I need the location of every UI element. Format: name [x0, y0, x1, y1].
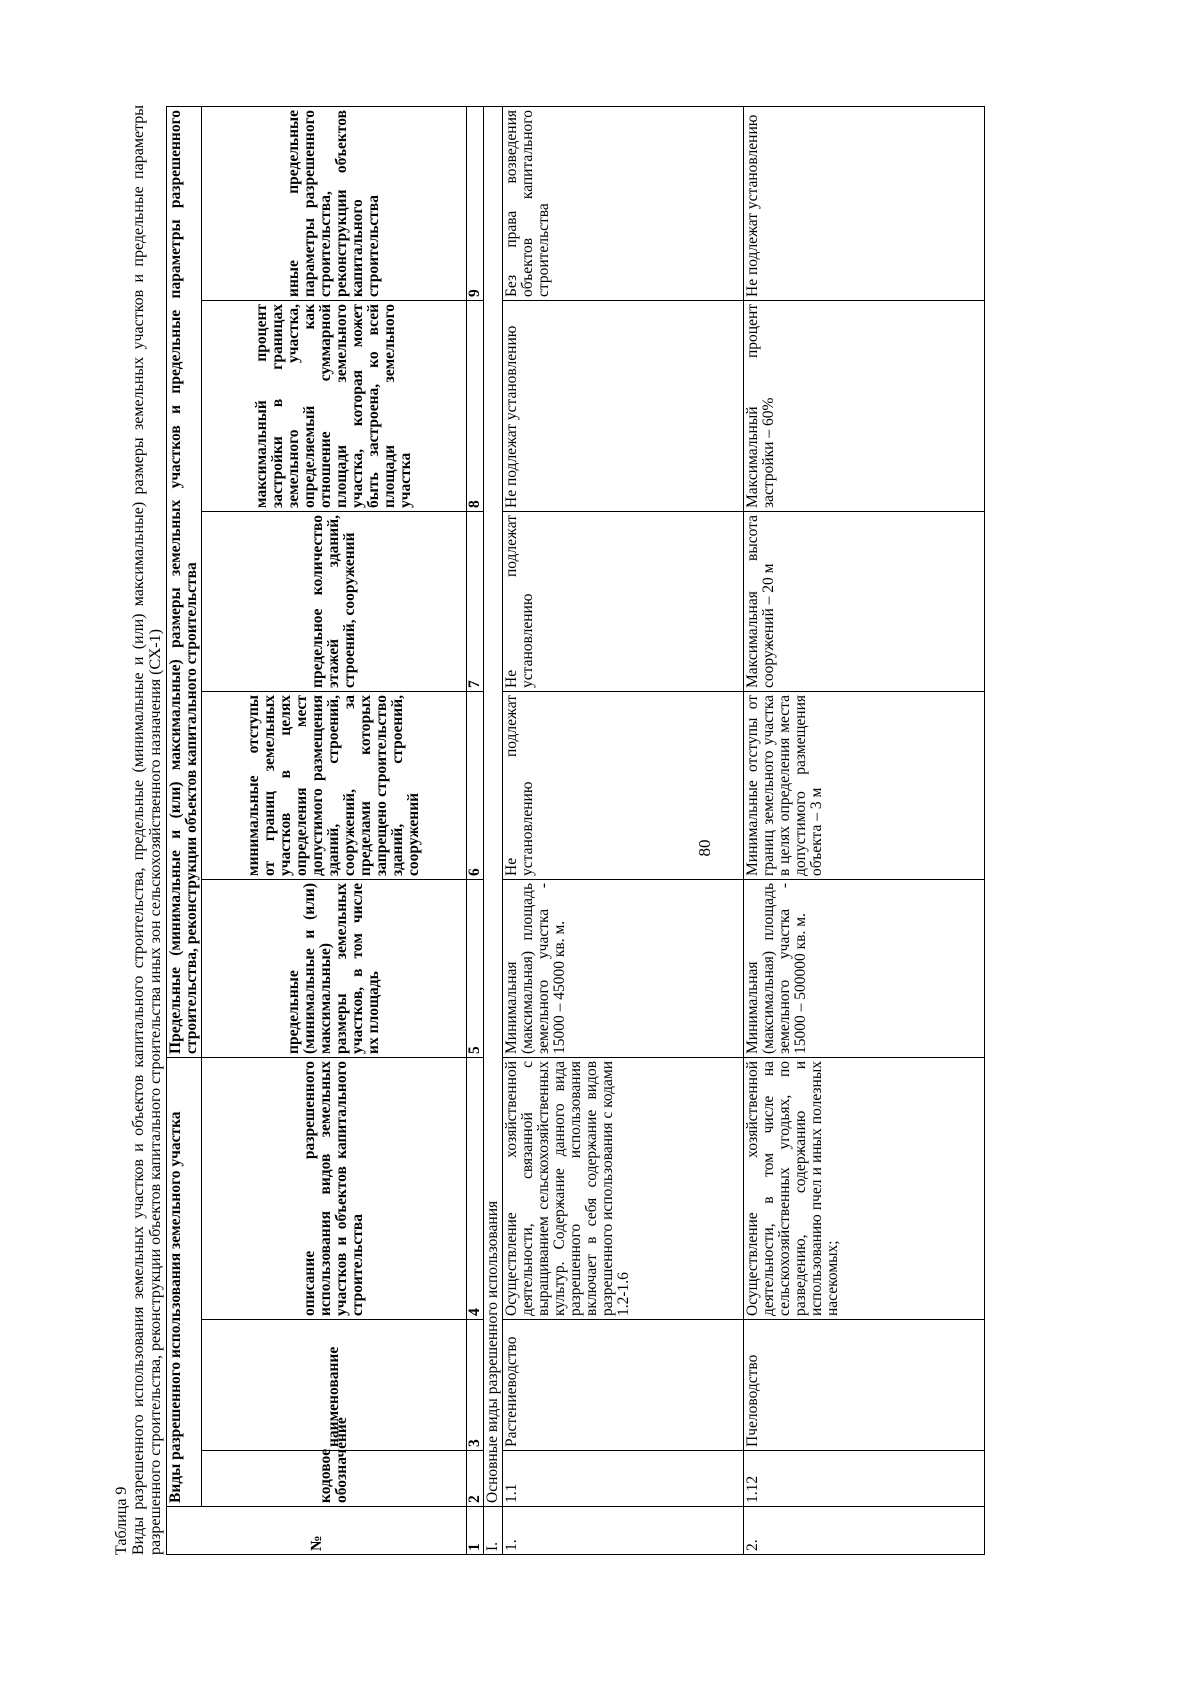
subheader-name: наименование [202, 1320, 467, 1451]
col-num: 5 [467, 879, 484, 1057]
col-num: 2 [467, 1451, 484, 1507]
row-number: 1. [503, 1507, 744, 1555]
row-floors: Не подлежат установлению [503, 511, 744, 691]
col-num: 8 [467, 300, 484, 511]
row-size: Минимальная (максимальная) площадь земельного участка - 15000 – 500000 кв. м. [744, 879, 985, 1057]
col-num: 6 [467, 691, 484, 879]
group-row [484, 106, 503, 1554]
page-content [113, 105, 1093, 1555]
subheader-row [202, 106, 467, 1554]
row-coverage: Не подлежат установлению [503, 300, 744, 511]
row-code: 1.12 [744, 1451, 985, 1507]
col-num: 3 [467, 1320, 484, 1451]
row-size: Минимальная (максимальная) площадь земельного участка - 15000 – 45000 кв. м. [503, 879, 744, 1057]
col-num: 4 [467, 1057, 484, 1319]
col-num: 7 [467, 511, 484, 691]
subheader-floors: предельное количество этажей зданий, строений, сооружений [202, 511, 467, 691]
column-numbers-row [467, 106, 484, 1554]
row-number: 2. [744, 1507, 985, 1555]
row-offsets: Минимальные отступы от границ земельного участка в целях определения места допустимого размещения объекта – 3 м [744, 691, 985, 879]
row-coverage: Максимальный процент застройки – 60% [744, 300, 985, 511]
header-row [167, 106, 202, 1554]
subheader-other: иные предельные параметры разрешенного строительства, реконструкции объектов капитального строительства [202, 106, 467, 300]
row-code: 1.1 [503, 1451, 744, 1507]
row-floors: Максимальная высота сооружений – 20 м [744, 511, 985, 691]
row-description: Осуществление хозяйственной деятельности, в том числе на сельскохозяйственных угодьях, по разведению, содержанию и использованию пчел и иных полезных насекомых; [744, 1057, 985, 1319]
header-params: Предельные (минимальные и (или) максимальные) размеры земельных участков и предельные параметры разрешенного строительства, реконструкции объектов капитального строительства [167, 106, 202, 1057]
table-title: Виды разрешенного использования земельных участков и объектов капитального строительства, предельные (минимальные и (или) максимальные) размеры земельных участков и предельные параметры разрешенного строительства, реконструкции объектов капитального строительства иных зон сельскохозяйственного назначения (СХ-1) [130, 105, 164, 1555]
subheader-size: предельные (минимальные и (или) максимальные) размеры земельных участков, в том числе их площадь [202, 879, 467, 1057]
table-row [503, 106, 744, 1554]
subheader-desc: описание разрешенного использования видов земельных участков и объектов капитального строительства [202, 1057, 467, 1319]
zoning-table [166, 106, 985, 1555]
subheader-coverage: максимальный процент застройки в границах земельного участка, определяемый как отношение суммарной площади земельного участка, которая может быть застроена, ко всей площади земельного участка [202, 300, 467, 511]
page-number: 80 [695, 839, 714, 857]
header-no: № [167, 1507, 467, 1555]
table-caption [113, 105, 164, 1555]
table-row [744, 106, 985, 1554]
group-label: Основные виды разрешенного использования [484, 106, 503, 1506]
col-num: 1 [467, 1507, 484, 1555]
row-name: Пчеловодство [744, 1320, 985, 1451]
header-vri: Виды разрешенного использования земельного участка [167, 1057, 202, 1506]
row-other: Без права возведения объектов капитального строительства [503, 106, 744, 300]
row-name: Растениеводство [503, 1320, 744, 1451]
subheader-offsets: минимальные отступы от границ земельных участков в целях определения мест допустимого размещения зданий, строений, сооружений, за пределами которых запрещено строительство зданий, строений, сооружений [202, 691, 467, 879]
group-number: I. [484, 1507, 503, 1555]
row-description: Осуществление хозяйственной деятельности, связанной с выращиванием сельскохозяйственных культур. Содержание данного вида разрешенного использования включает в себя содержание видов разрешенного использования с кодами 1.2-1.6 [503, 1057, 744, 1319]
col-num: 9 [467, 106, 484, 300]
subheader-code: кодовое обозначение [202, 1451, 467, 1507]
row-other: Не подлежат установлению [744, 106, 985, 300]
row-offsets: Не подлежат установлению [503, 691, 744, 879]
table-label: Таблица 9 [113, 1486, 130, 1555]
